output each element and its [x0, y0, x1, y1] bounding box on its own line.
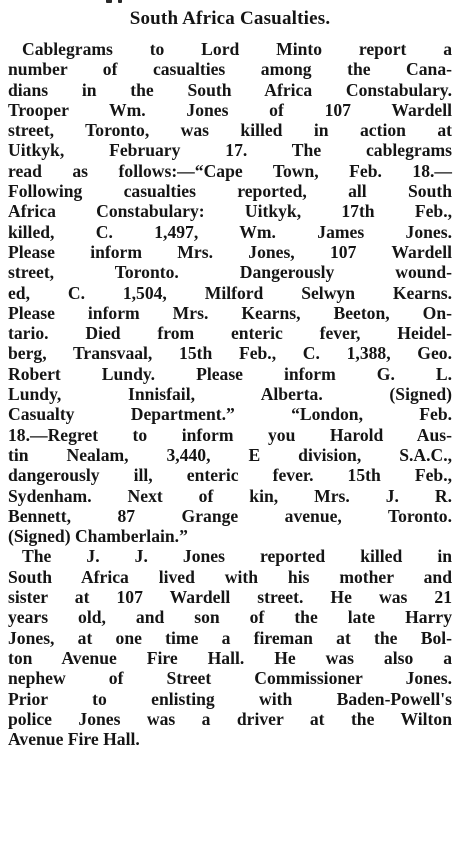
article-headline: South Africa Casualties. — [129, 8, 331, 29]
article-paragraph-1 — [8, 39, 452, 546]
article-line: Cablegrams to Lord Minto report a — [22, 39, 452, 59]
clipped-previous-article-edge — [0, 0, 460, 6]
article-line: South Africa lived with his mother and — [8, 566, 452, 587]
article-line: Avenue Fire Hall. — [8, 729, 140, 750]
article-line: tario. Died from enteric fever, Heidel- — [8, 323, 452, 344]
newspaper-article — [8, 8, 452, 749]
article-line: ed, C. 1,504, Milford Selwyn Kearns. — [8, 282, 452, 303]
clipped-glyph-fragment — [106, 0, 112, 3]
clipped-glyph-fragment — [118, 0, 122, 3]
article-line: police Jones was a driver at the Wilton — [8, 708, 452, 729]
article-line: (Signed) Chamberlain.” — [8, 526, 188, 547]
article-line: dangerously ill, enteric fever. 15th Feb., — [8, 465, 452, 486]
article-line: sister at 107 Wardell street. He was 21 — [8, 587, 452, 608]
article-line: berg, Transvaal, 15th Feb., C. 1,388, Geo. — [8, 343, 452, 364]
article-line: Robert Lundy. Please inform G. L. — [8, 363, 452, 384]
article-line: The J. J. Jones reported killed in — [22, 546, 452, 567]
article-line: nephew of Street Commissioner Jones. — [8, 668, 452, 689]
article-line: Lundy, Innisfail, Alberta. (Signed) — [8, 384, 452, 405]
article-line: Sydenham. Next of kin, Mrs. J. R. — [8, 485, 452, 506]
article-line: Please inform Mrs. Jones, 107 Wardell — [8, 241, 452, 262]
article-line: Casualty Department.” “London, Feb. — [8, 404, 452, 425]
article-line: killed, C. 1,497, Wm. James Jones. — [8, 221, 452, 242]
article-line: Uitkyk, February 17. The cablegrams — [8, 140, 452, 161]
article-line: tin Nealam, 3,440, E division, S.A.C., — [8, 444, 452, 465]
article-line: Please inform Mrs. Kearns, Beeton, On- — [8, 302, 452, 323]
article-line: street, Toronto. Dangerously wound- — [8, 262, 452, 283]
article-line: dians in the South Africa Constabulary. — [8, 79, 452, 100]
article-line: Trooper Wm. Jones of 107 Wardell — [8, 99, 452, 120]
article-line: Prior to enlisting with Baden-Powell's — [8, 688, 452, 709]
article-line: years old, and son of the late Harry — [8, 607, 452, 628]
article-line: number of casualties among the Cana- — [8, 59, 452, 80]
article-line: Bennett, 87 Grange avenue, Toronto. — [8, 505, 452, 526]
article-line: 18.—Regret to inform you Harold Aus- — [8, 424, 452, 445]
article-line: street, Toronto, was killed in action at — [8, 120, 452, 141]
article-line: Jones, at one time a fireman at the Bol- — [8, 627, 452, 648]
article-line: Africa Constabulary: Uitkyk, 17th Feb., — [8, 201, 452, 222]
article-line: read as follows:—“Cape Town, Feb. 18.— — [8, 160, 452, 181]
article-line: Following casualties reported, all South — [8, 181, 452, 202]
article-line: ton Avenue Fire Hall. He was also a — [8, 647, 452, 668]
article-paragraph-2 — [8, 546, 452, 749]
